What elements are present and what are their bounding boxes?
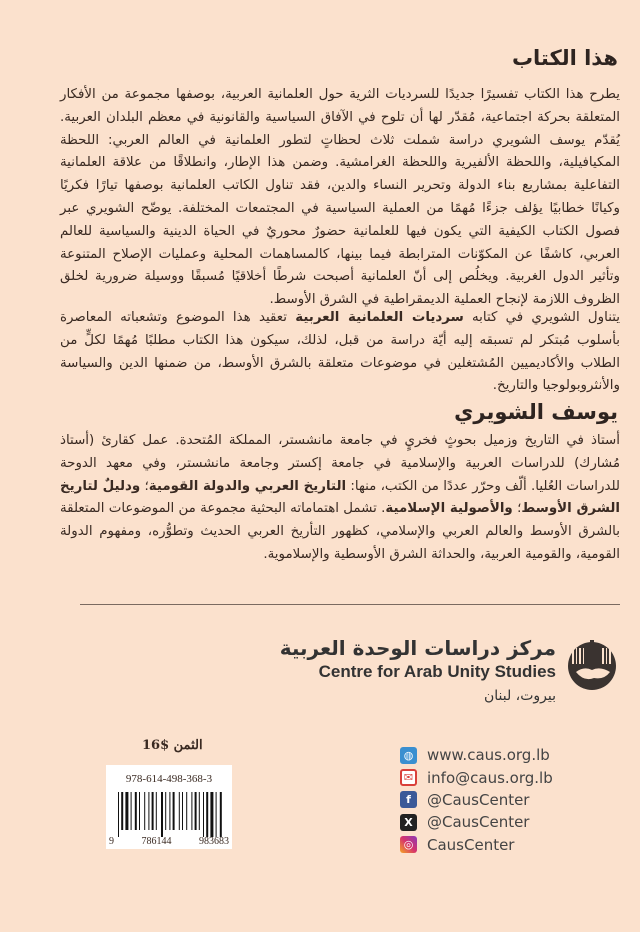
book-heading: هذا الكتاب (511, 46, 618, 70)
contact-email[interactable]: ✉ info@caus.org.lb (400, 766, 553, 788)
barcode-digits: 9 786144 983683 (109, 836, 229, 847)
instagram-icon: ◎ (400, 836, 417, 853)
book-description-2: يتناول الشويري في كتابه سرديات العلمانية العربية تعقيد هذا الموضوع وتشعباته المعاصرة بأسلوب مُبتكر لم تسبقه إليه أيّة دراسة من قبل، لذلك، سيكون هذا الكتاب مطلبًا مُهمًا لكلٍّ من الطلاب والأكاديميين المُشتغلين في موضوعات متعلقة بالشرق الأوسط، من ضمنها الدين والسياسة والأنثروبولوجيا والتاريخ. (60, 310, 620, 394)
publisher-name-ar: مركز دراسات الوحدة العربية (279, 636, 556, 660)
author-heading: يوسف الشويري (454, 400, 618, 424)
barcode (106, 765, 232, 849)
publisher-name-en: Centre for Arab Unity Studies (318, 662, 556, 681)
contact-list (400, 744, 553, 856)
publisher-city: بيروت، لبنان (483, 688, 556, 704)
book-description: يطرح هذا الكتاب تفسيرًا جديدًا للسرديات الثرية حول العلمانية العربية، بوصفها مجموعة من الأفكار المتعلقة بحركة اجتماعية، مُقدّر لها أن تلوح في الآفاق السياسية والقانونية في معظم البلدان العربية. يُقدّم يوسف الشويري دراسة شملت ثلاث لحظاتٍ لتطور العلمانية في العالم العربي: اللحظة المكيافيلية، واللحظة الألفيرية واللحظة الغرامشية. وضمن هذا الإطار، وانطلاقًا من علاقة العلمانية التفاعلية بمشاريع بناء الدولة وتحرير النساء والدين، فقد تناول الكاتب العلمانية بوصفها تيارًا فكريًا وكيانًا خطابيًا يؤلف جزءًا مُهمًا من العملية السياسية في المجتمعات المختلفة. يوضّح الشويري عبر فصول الكتاب الكيفية التي يكون فيها للعلمانية حضورٌ محوريٌ في الحياة الدينية والسياسية للعالم العربي، كاشفًا عن المكوّنات المترابطة فيما بينها، كالمساهمات المحلية وعمليات الإصلاح المتنوعة وتأثير الدول الغربية. ويخلُص إلى أنّ العلمانية أصبحت شرطًا أخلاقيًا مُسبقًا ووسيلة ضرورية لخلق الظروف اللازمة لإنجاح العملية الديمقراطية في الشرق الأوسط. (60, 87, 620, 308)
barcode-bars (118, 792, 224, 837)
publisher-logo (566, 638, 618, 690)
contact-instagram[interactable]: ◎ CausCenter (400, 834, 553, 856)
price: الثمن $16 (142, 738, 203, 753)
isbn: 978-614-498-368-3 (125, 773, 213, 785)
mail-icon: ✉ (400, 769, 417, 786)
x-icon: X (400, 814, 417, 831)
contact-x[interactable]: X @CausCenter (400, 811, 553, 833)
divider (80, 604, 620, 605)
facebook-icon: f (400, 791, 417, 808)
author-bio: أستاذ في التاريخ وزميل بحوثٍ فخريٍ في جامعة مانشستر، المملكة المُتحدة. عمل كقارئ (أستاذ مُشارك) للدراسات العربية والإسلامية في جامعة إكستر وجامعة مانشستر، وفي معهد الدوحة للدراسات العُليا. ألّف وحرّر عددًا من الكتب، منها: التاريخ العربي والدولة القومية؛ ودليلٌ لتاريخ الشرق الأوسط؛ والأصولية الإسلامية. تشمل اهتماماته البحثية مجموعة من الموضوعات المتعلقة بالشرق الأوسط والعالم العربي والإسلامي، كظهور التأريخ العربي الحديث وتطوُّره، ومفهوم الدولة القومية، والقومية العربية، والحداثة الشرق الأوسطية والإسلاموية. (60, 433, 620, 562)
contact-website[interactable]: ◍ www.caus.org.lb (400, 744, 553, 766)
globe-icon: ◍ (400, 747, 417, 764)
contact-facebook[interactable]: f @CausCenter (400, 789, 553, 811)
